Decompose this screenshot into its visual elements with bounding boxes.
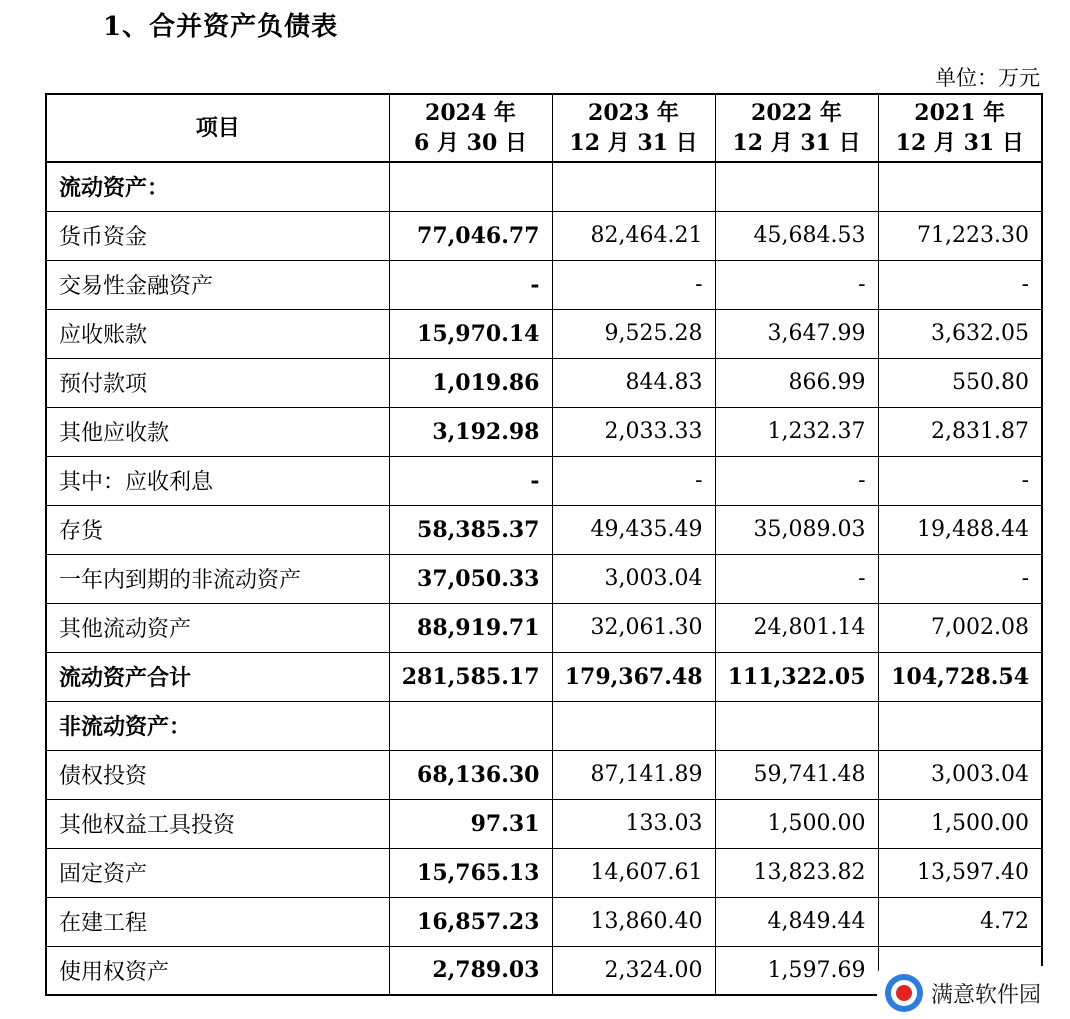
cell-period-2 — [552, 701, 715, 750]
header-period-4-year: 2021 年 — [914, 100, 1006, 126]
cell-period-3: 45,684.53 — [715, 211, 878, 260]
cell-period-1: 16,857.23 — [389, 897, 552, 946]
cell-period-2: 14,607.61 — [552, 848, 715, 897]
cell-period-4 — [878, 701, 1042, 750]
row-label: 非流动资产： — [46, 701, 389, 750]
cell-period-3: 59,741.48 — [715, 750, 878, 799]
cell-period-1: 2,789.03 — [389, 946, 552, 995]
cell-period-2: 179,367.48 — [552, 652, 715, 701]
row-label: 其他权益工具投资 — [46, 799, 389, 848]
cell-period-3: 4,849.44 — [715, 897, 878, 946]
section-row — [46, 162, 1042, 211]
cell-period-4: 2,831.87 — [878, 407, 1042, 456]
header-period-2 — [552, 94, 715, 162]
cell-period-1: 68,136.30 — [389, 750, 552, 799]
header-period-4-date: 12 月 31 日 — [895, 130, 1024, 156]
cell-period-4: 550.80 — [878, 358, 1042, 407]
cell-period-2: - — [552, 260, 715, 309]
unit-note: 单位：万元 — [935, 66, 1040, 90]
header-period-1 — [389, 94, 552, 162]
cell-period-2: 3,003.04 — [552, 554, 715, 603]
cell-period-3: 1,597.69 — [715, 946, 878, 995]
table-row — [46, 358, 1042, 407]
cell-period-1: - — [389, 260, 552, 309]
cell-period-2: 87,141.89 — [552, 750, 715, 799]
cell-period-2 — [552, 162, 715, 211]
watermark-text: 满意软件园 — [931, 983, 1042, 1008]
cell-period-1 — [389, 162, 552, 211]
row-label: 使用权资产 — [46, 946, 389, 995]
target-logo-icon — [885, 974, 923, 1012]
balance-sheet-table — [45, 93, 1043, 996]
table-row — [46, 407, 1042, 456]
cell-period-2: 2,033.33 — [552, 407, 715, 456]
cell-period-3: 866.99 — [715, 358, 878, 407]
cell-period-3: 1,500.00 — [715, 799, 878, 848]
table-row — [46, 750, 1042, 799]
header-period-4 — [878, 94, 1042, 162]
row-label: 债权投资 — [46, 750, 389, 799]
cell-period-4 — [878, 162, 1042, 211]
row-label: 一年内到期的非流动资产 — [46, 554, 389, 603]
table-row — [46, 211, 1042, 260]
cell-period-2: 13,860.40 — [552, 897, 715, 946]
cell-period-1: 77,046.77 — [389, 211, 552, 260]
header-item: 项目 — [46, 94, 389, 162]
cell-period-4: 3,003.04 — [878, 750, 1042, 799]
table-row — [46, 603, 1042, 652]
row-label: 在建工程 — [46, 897, 389, 946]
cell-period-2: 2,324.00 — [552, 946, 715, 995]
header-period-1-date: 6 月 30 日 — [414, 130, 527, 156]
cell-period-4: 19,488.44 — [878, 505, 1042, 554]
cell-period-4: 71,223.30 — [878, 211, 1042, 260]
cell-period-1 — [389, 701, 552, 750]
header-period-2-date: 12 月 31 日 — [569, 130, 698, 156]
cell-period-4: 7,002.08 — [878, 603, 1042, 652]
cell-period-2: 9,525.28 — [552, 309, 715, 358]
row-label: 预付款项 — [46, 358, 389, 407]
row-label: 固定资产 — [46, 848, 389, 897]
cell-period-1: 37,050.33 — [389, 554, 552, 603]
row-label: 其他流动资产 — [46, 603, 389, 652]
header-period-2-year: 2023 年 — [588, 100, 679, 126]
cell-period-3: 24,801.14 — [715, 603, 878, 652]
section-heading: 1、合并资产负债表 — [103, 12, 339, 42]
header-period-1-year: 2024 年 — [425, 100, 516, 126]
cell-period-1: 3,192.98 — [389, 407, 552, 456]
cell-period-4: 13,597.40 — [878, 848, 1042, 897]
cell-period-3: 111,322.05 — [715, 652, 878, 701]
header-period-3-date: 12 月 31 日 — [732, 130, 861, 156]
cell-period-1: 1,019.86 — [389, 358, 552, 407]
cell-period-3: 3,647.99 — [715, 309, 878, 358]
row-label: 存货 — [46, 505, 389, 554]
row-label: 其他应收款 — [46, 407, 389, 456]
header-period-3 — [715, 94, 878, 162]
cell-period-4: - — [878, 456, 1042, 505]
cell-period-3 — [715, 701, 878, 750]
table-header-row — [46, 94, 1042, 162]
cell-period-3: 13,823.82 — [715, 848, 878, 897]
row-label: 流动资产： — [46, 162, 389, 211]
cell-period-4: 4.72 — [878, 897, 1042, 946]
table-row — [46, 309, 1042, 358]
cell-period-4: - — [878, 554, 1042, 603]
row-label: 应收账款 — [46, 309, 389, 358]
cell-period-4: - — [878, 260, 1042, 309]
cell-period-3: - — [715, 260, 878, 309]
cell-period-1: 281,585.17 — [389, 652, 552, 701]
table-row — [46, 505, 1042, 554]
table-row — [46, 848, 1042, 897]
table-row — [46, 260, 1042, 309]
cell-period-2: - — [552, 456, 715, 505]
cell-period-1: 58,385.37 — [389, 505, 552, 554]
cell-period-4: 104,728.54 — [878, 652, 1042, 701]
total-row — [46, 652, 1042, 701]
cell-period-4: 1,500.00 — [878, 799, 1042, 848]
row-label: 流动资产合计 — [46, 652, 389, 701]
cell-period-2: 844.83 — [552, 358, 715, 407]
cell-period-3: 35,089.03 — [715, 505, 878, 554]
cell-period-2: 133.03 — [552, 799, 715, 848]
cell-period-3 — [715, 162, 878, 211]
header-period-3-year: 2022 年 — [751, 100, 842, 126]
row-label: 货币资金 — [46, 211, 389, 260]
table-row — [46, 554, 1042, 603]
table-row — [46, 456, 1042, 505]
cell-period-1: - — [389, 456, 552, 505]
row-label: 其中：应收利息 — [46, 456, 389, 505]
cell-period-1: 97.31 — [389, 799, 552, 848]
table-row — [46, 897, 1042, 946]
watermark — [877, 966, 1070, 1019]
cell-period-1: 15,765.13 — [389, 848, 552, 897]
section-row — [46, 701, 1042, 750]
cell-period-2: 32,061.30 — [552, 603, 715, 652]
cell-period-2: 49,435.49 — [552, 505, 715, 554]
cell-period-1: 88,919.71 — [389, 603, 552, 652]
table-row — [46, 799, 1042, 848]
cell-period-3: - — [715, 456, 878, 505]
row-label: 交易性金融资产 — [46, 260, 389, 309]
cell-period-2: 82,464.21 — [552, 211, 715, 260]
cell-period-3: - — [715, 554, 878, 603]
cell-period-1: 15,970.14 — [389, 309, 552, 358]
cell-period-3: 1,232.37 — [715, 407, 878, 456]
cell-period-4: 3,632.05 — [878, 309, 1042, 358]
